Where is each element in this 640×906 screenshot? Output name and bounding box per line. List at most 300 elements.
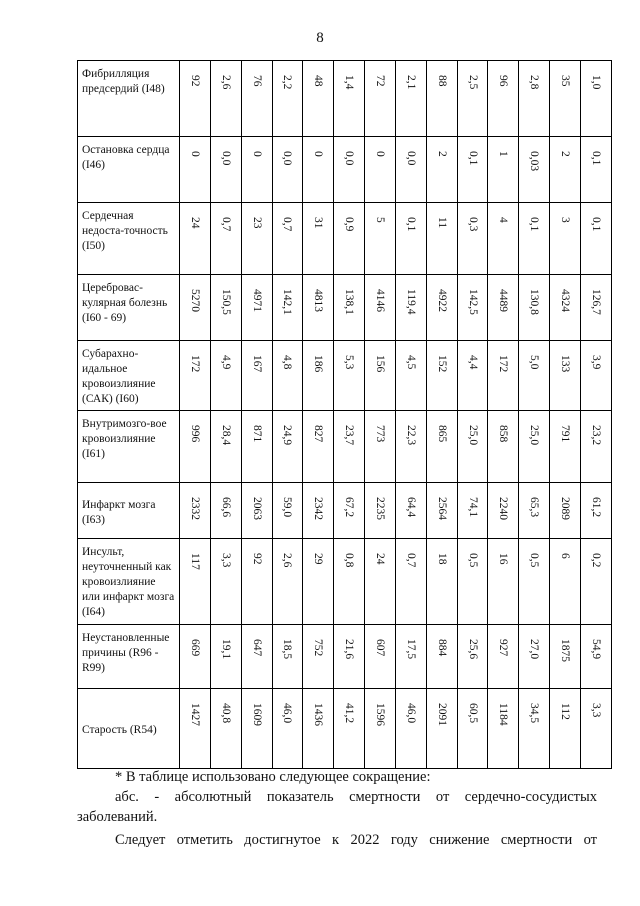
table-cell [519, 483, 550, 539]
cell-value: 0,1 [589, 217, 602, 232]
cell-value: 1436 [312, 703, 325, 726]
cell-value: 791 [559, 425, 572, 443]
table-cell [210, 689, 241, 769]
row-label: Сердечная недоста-точность (I50) [78, 203, 180, 275]
table-cell [457, 625, 488, 689]
cell-value: 2091 [435, 703, 448, 726]
table-cell [334, 137, 365, 203]
cell-value: 59,0 [281, 497, 294, 518]
table-cell [241, 539, 272, 625]
cell-value: 11 [435, 217, 448, 229]
cell-value: 0,0 [343, 151, 356, 166]
table-cell [180, 137, 211, 203]
table-cell [241, 341, 272, 411]
cell-value: 884 [435, 639, 448, 657]
cell-value: 4146 [373, 289, 386, 312]
table-cell [365, 689, 396, 769]
cell-value: 29 [312, 553, 325, 565]
table-cell [365, 61, 396, 137]
cell-value: 24 [373, 553, 386, 565]
table-cell [241, 483, 272, 539]
cell-value: 172 [497, 355, 510, 373]
cell-value: 4922 [435, 289, 448, 312]
cell-value: 60,5 [466, 703, 479, 724]
table-cell [365, 483, 396, 539]
table-cell [519, 341, 550, 411]
table-row [78, 539, 612, 625]
table-cell [426, 341, 457, 411]
table-cell [334, 689, 365, 769]
cell-value: 3,3 [219, 553, 232, 568]
cell-value: 24,9 [281, 425, 294, 446]
cell-value: 0,03 [528, 151, 541, 172]
cell-value: 4489 [497, 289, 510, 312]
table-cell [303, 275, 334, 341]
cell-value: 46,0 [281, 703, 294, 724]
cell-value: 0,7 [219, 217, 232, 232]
table-cell [457, 61, 488, 137]
table-cell [519, 411, 550, 483]
cell-value: 4,4 [466, 355, 479, 370]
table-cell [426, 275, 457, 341]
row-label: Фибрилляция предсердий (I48) [78, 61, 180, 137]
table-cell [241, 689, 272, 769]
table-cell [272, 203, 303, 275]
cell-value: 112 [559, 703, 572, 720]
cell-value: 2,8 [528, 75, 541, 90]
table-cell [426, 137, 457, 203]
cell-value: 827 [312, 425, 325, 443]
table-cell [210, 137, 241, 203]
cell-value: 996 [188, 425, 201, 443]
cell-value: 18 [435, 553, 448, 565]
table-cell [519, 689, 550, 769]
table-cell [395, 689, 426, 769]
table-cell [210, 625, 241, 689]
table-cell [180, 411, 211, 483]
cell-value: 35 [559, 75, 572, 87]
cell-value: 6 [559, 553, 572, 559]
table-cell [580, 203, 611, 275]
cell-value: 2,5 [466, 75, 479, 90]
row-label: Инсульт, неуточненный как кровоизлияние или инфаркт мозга (I64) [78, 539, 180, 625]
cell-value: 3 [559, 217, 572, 223]
cell-value: 5270 [188, 289, 201, 312]
cell-value: 167 [250, 355, 263, 373]
table-cell [210, 275, 241, 341]
cell-value: 1 [497, 151, 510, 157]
table-row [78, 625, 612, 689]
table-cell [395, 483, 426, 539]
cell-value: 1596 [373, 703, 386, 726]
cell-value: 142,5 [466, 289, 479, 315]
cell-value: 4 [497, 217, 510, 223]
table-cell [395, 341, 426, 411]
cell-value: 2 [559, 151, 572, 157]
cell-value: 27,0 [528, 639, 541, 660]
table-cell [180, 341, 211, 411]
cell-value: 40,8 [219, 703, 232, 724]
cell-value: 117 [188, 553, 201, 570]
cell-value: 2564 [435, 497, 448, 520]
table-cell [180, 61, 211, 137]
row-label: Субарахно-идальное кровоизлияние (САК) (I60) [78, 341, 180, 411]
table-cell [580, 275, 611, 341]
table-cell [365, 625, 396, 689]
row-label: Инфаркт мозга (I63) [78, 483, 180, 539]
table-cell [303, 341, 334, 411]
table-cell [519, 275, 550, 341]
table-cell [303, 61, 334, 137]
table-row [78, 341, 612, 411]
cell-value: 31 [312, 217, 325, 229]
table-cell [395, 203, 426, 275]
footnote-abbreviation-definition-end: заболеваний. [77, 809, 158, 825]
table-cell [365, 275, 396, 341]
table-cell [272, 137, 303, 203]
cell-value: 67,2 [343, 497, 356, 518]
table-cell [426, 411, 457, 483]
cell-value: 4813 [312, 289, 325, 312]
cell-value: 28,4 [219, 425, 232, 446]
cell-value: 2,2 [281, 75, 294, 90]
table-cell [457, 689, 488, 769]
table-cell [519, 137, 550, 203]
cell-value: 0,2 [589, 553, 602, 568]
cell-value: 607 [373, 639, 386, 657]
cell-value: 2240 [497, 497, 510, 520]
cell-value: 2063 [250, 497, 263, 520]
table-cell [334, 483, 365, 539]
cell-value: 0 [373, 151, 386, 157]
table-cell [303, 411, 334, 483]
table-cell [303, 625, 334, 689]
cell-value: 0,0 [281, 151, 294, 166]
table-cell [580, 483, 611, 539]
table-cell [210, 61, 241, 137]
footnote-abbreviation-intro: * В таблице использовано следующее сокращение: [115, 769, 431, 785]
table-cell [580, 411, 611, 483]
cell-value: 2 [435, 151, 448, 157]
table-cell [395, 539, 426, 625]
table-cell [303, 483, 334, 539]
cell-value: 0 [312, 151, 325, 157]
cell-value: 25,6 [466, 639, 479, 660]
table-cell [241, 625, 272, 689]
cell-value: 4971 [250, 289, 263, 312]
table-cell [488, 137, 519, 203]
body-paragraph-start: Следует отметить достигнутое к 2022 году снижение смертности от [115, 832, 597, 848]
cell-value: 2,6 [219, 75, 232, 90]
table-cell [365, 341, 396, 411]
table-cell [488, 341, 519, 411]
cell-value: 0,1 [589, 151, 602, 166]
table-cell [334, 203, 365, 275]
table-cell [303, 137, 334, 203]
table-cell [426, 625, 457, 689]
cell-value: 0,0 [404, 151, 417, 166]
cell-value: 647 [250, 639, 263, 657]
cell-value: 74,1 [466, 497, 479, 518]
cell-value: 927 [497, 639, 510, 657]
table-cell [241, 203, 272, 275]
cell-value: 2235 [373, 497, 386, 520]
cell-value: 2,1 [404, 75, 417, 90]
table-cell [241, 411, 272, 483]
row-label: Остановка сердца (I46) [78, 137, 180, 203]
table-cell [550, 411, 581, 483]
table-cell [519, 625, 550, 689]
row-label: Старость (R54) [78, 689, 180, 769]
table-cell [395, 411, 426, 483]
cell-value: 858 [497, 425, 510, 443]
table-cell [180, 539, 211, 625]
cell-value: 669 [188, 639, 201, 657]
table-cell [457, 539, 488, 625]
cell-value: 1,0 [589, 75, 602, 90]
cell-value: 0,1 [466, 151, 479, 166]
cell-value: 0,7 [281, 217, 294, 232]
table-cell [457, 341, 488, 411]
table-cell [580, 689, 611, 769]
cell-value: 34,5 [528, 703, 541, 724]
cell-value: 1875 [559, 639, 572, 662]
table-cell [550, 275, 581, 341]
cell-value: 88 [435, 75, 448, 87]
table-cell [241, 275, 272, 341]
cell-value: 865 [435, 425, 448, 443]
cell-value: 1,4 [343, 75, 356, 90]
cell-value: 64,4 [404, 497, 417, 518]
table-cell [395, 61, 426, 137]
cell-value: 172 [188, 355, 201, 373]
cell-value: 2,6 [281, 553, 294, 568]
table-row [78, 483, 612, 539]
table-cell [180, 203, 211, 275]
cell-value: 23 [250, 217, 263, 229]
cell-value: 142,1 [281, 289, 294, 315]
table-cell [334, 275, 365, 341]
row-label: Неустановленные причины (R96 - R99) [78, 625, 180, 689]
cell-value: 5,0 [528, 355, 541, 370]
table-cell [210, 341, 241, 411]
table-cell [550, 625, 581, 689]
cell-value: 1609 [250, 703, 263, 726]
table-cell [303, 203, 334, 275]
cell-value: 186 [312, 355, 325, 373]
table-cell [580, 61, 611, 137]
table-cell [180, 625, 211, 689]
table-cell [457, 137, 488, 203]
table-cell [395, 625, 426, 689]
table-row [78, 203, 612, 275]
table-row [78, 411, 612, 483]
table-cell [580, 137, 611, 203]
cell-value: 17,5 [404, 639, 417, 660]
cell-value: 150,5 [219, 289, 232, 315]
table-cell [272, 341, 303, 411]
table-cell [488, 61, 519, 137]
table-cell [426, 61, 457, 137]
cell-value: 0,7 [404, 553, 417, 568]
table-cell [334, 341, 365, 411]
table-cell [457, 483, 488, 539]
cell-value: 65,3 [528, 497, 541, 518]
table-cell [334, 61, 365, 137]
cell-value: 4324 [559, 289, 572, 312]
cell-value: 3,3 [589, 703, 602, 718]
table-cell [488, 483, 519, 539]
table-cell [580, 625, 611, 689]
cell-value: 22,3 [404, 425, 417, 446]
table-cell [426, 539, 457, 625]
table-cell [334, 411, 365, 483]
table-cell [580, 341, 611, 411]
cell-value: 0 [250, 151, 263, 157]
table-row [78, 689, 612, 769]
cell-value: 25,0 [528, 425, 541, 446]
cell-value: 19,1 [219, 639, 232, 660]
table-cell [180, 483, 211, 539]
cell-value: 138,1 [343, 289, 356, 315]
cell-value: 5 [373, 217, 386, 223]
table-cell [334, 539, 365, 625]
cell-value: 0,1 [404, 217, 417, 232]
table-cell [210, 203, 241, 275]
table-cell [457, 275, 488, 341]
table-cell [457, 411, 488, 483]
cell-value: 16 [497, 553, 510, 565]
cell-value: 2332 [188, 497, 201, 520]
table-cell [550, 341, 581, 411]
table-cell [272, 539, 303, 625]
table-cell [550, 689, 581, 769]
cell-value: 61,2 [589, 497, 602, 518]
table-cell [488, 539, 519, 625]
cell-value: 0,1 [528, 217, 541, 232]
cell-value: 3,9 [589, 355, 602, 370]
table-cell [210, 411, 241, 483]
footnote-abbreviation-definition: абс. - абсолютный показатель смертности от сердечно-сосудистых [115, 789, 597, 805]
page-number: 8 [316, 30, 324, 46]
cell-value: 24 [188, 217, 201, 229]
cell-value: 871 [250, 425, 263, 443]
table-cell [303, 539, 334, 625]
table-cell [365, 137, 396, 203]
table-cell [180, 275, 211, 341]
table-cell [272, 275, 303, 341]
cell-value: 0,8 [343, 553, 356, 568]
cell-value: 0,5 [466, 553, 479, 568]
cell-value: 23,2 [589, 425, 602, 446]
cell-value: 66,6 [219, 497, 232, 518]
cell-value: 119,4 [404, 289, 417, 315]
cell-value: 2342 [312, 497, 325, 520]
table-cell [272, 411, 303, 483]
table-cell [550, 137, 581, 203]
cell-value: 72 [373, 75, 386, 87]
cell-value: 46,0 [404, 703, 417, 724]
cell-value: 2089 [559, 497, 572, 520]
row-label: Внутримозго-вое кровоизлияние (I61) [78, 411, 180, 483]
cell-value: 4,5 [404, 355, 417, 370]
table-cell [426, 483, 457, 539]
cell-value: 0,5 [528, 553, 541, 568]
table-cell [457, 203, 488, 275]
cell-value: 4,9 [219, 355, 232, 370]
cell-value: 156 [373, 355, 386, 373]
table-cell [550, 61, 581, 137]
cell-value: 41,2 [343, 703, 356, 724]
table-cell [272, 483, 303, 539]
table-cell [180, 689, 211, 769]
table-cell [550, 203, 581, 275]
table-cell [210, 539, 241, 625]
table-cell [488, 625, 519, 689]
cell-value: 0,0 [219, 151, 232, 166]
cell-value: 5,3 [343, 355, 356, 370]
table-cell [519, 539, 550, 625]
table-cell [519, 203, 550, 275]
table-cell [395, 137, 426, 203]
table-cell [488, 689, 519, 769]
mortality-table [77, 60, 612, 769]
table-cell [580, 539, 611, 625]
table-cell [210, 483, 241, 539]
table-cell [272, 625, 303, 689]
cell-value: 4,8 [281, 355, 294, 370]
table-cell [272, 61, 303, 137]
cell-value: 1427 [188, 703, 201, 726]
table-row [78, 61, 612, 137]
table-cell [365, 203, 396, 275]
cell-value: 92 [188, 75, 201, 87]
table-cell [303, 689, 334, 769]
table-cell [241, 61, 272, 137]
cell-value: 773 [373, 425, 386, 443]
cell-value: 752 [312, 639, 325, 657]
cell-value: 0,9 [343, 217, 356, 232]
cell-value: 96 [497, 75, 510, 87]
cell-value: 21,6 [343, 639, 356, 660]
cell-value: 18,5 [281, 639, 294, 660]
table-cell [550, 483, 581, 539]
cell-value: 0 [188, 151, 201, 157]
cell-value: 25,0 [466, 425, 479, 446]
table-cell [488, 203, 519, 275]
cell-value: 1184 [497, 703, 510, 726]
cell-value: 0,3 [466, 217, 479, 232]
cell-value: 126,7 [589, 289, 602, 315]
cell-value: 130,8 [528, 289, 541, 315]
row-label: Церебровас-кулярная болезнь (I60 - 69) [78, 275, 180, 341]
cell-value: 76 [250, 75, 263, 87]
cell-value: 92 [250, 553, 263, 565]
table-cell [365, 411, 396, 483]
table-cell [365, 539, 396, 625]
cell-value: 152 [435, 355, 448, 373]
table-row [78, 137, 612, 203]
table-row [78, 275, 612, 341]
table-cell [241, 137, 272, 203]
table-cell [550, 539, 581, 625]
table-cell [426, 203, 457, 275]
table-cell [272, 689, 303, 769]
table-cell [426, 689, 457, 769]
table-cell [519, 61, 550, 137]
table-cell [395, 275, 426, 341]
table-cell [488, 411, 519, 483]
